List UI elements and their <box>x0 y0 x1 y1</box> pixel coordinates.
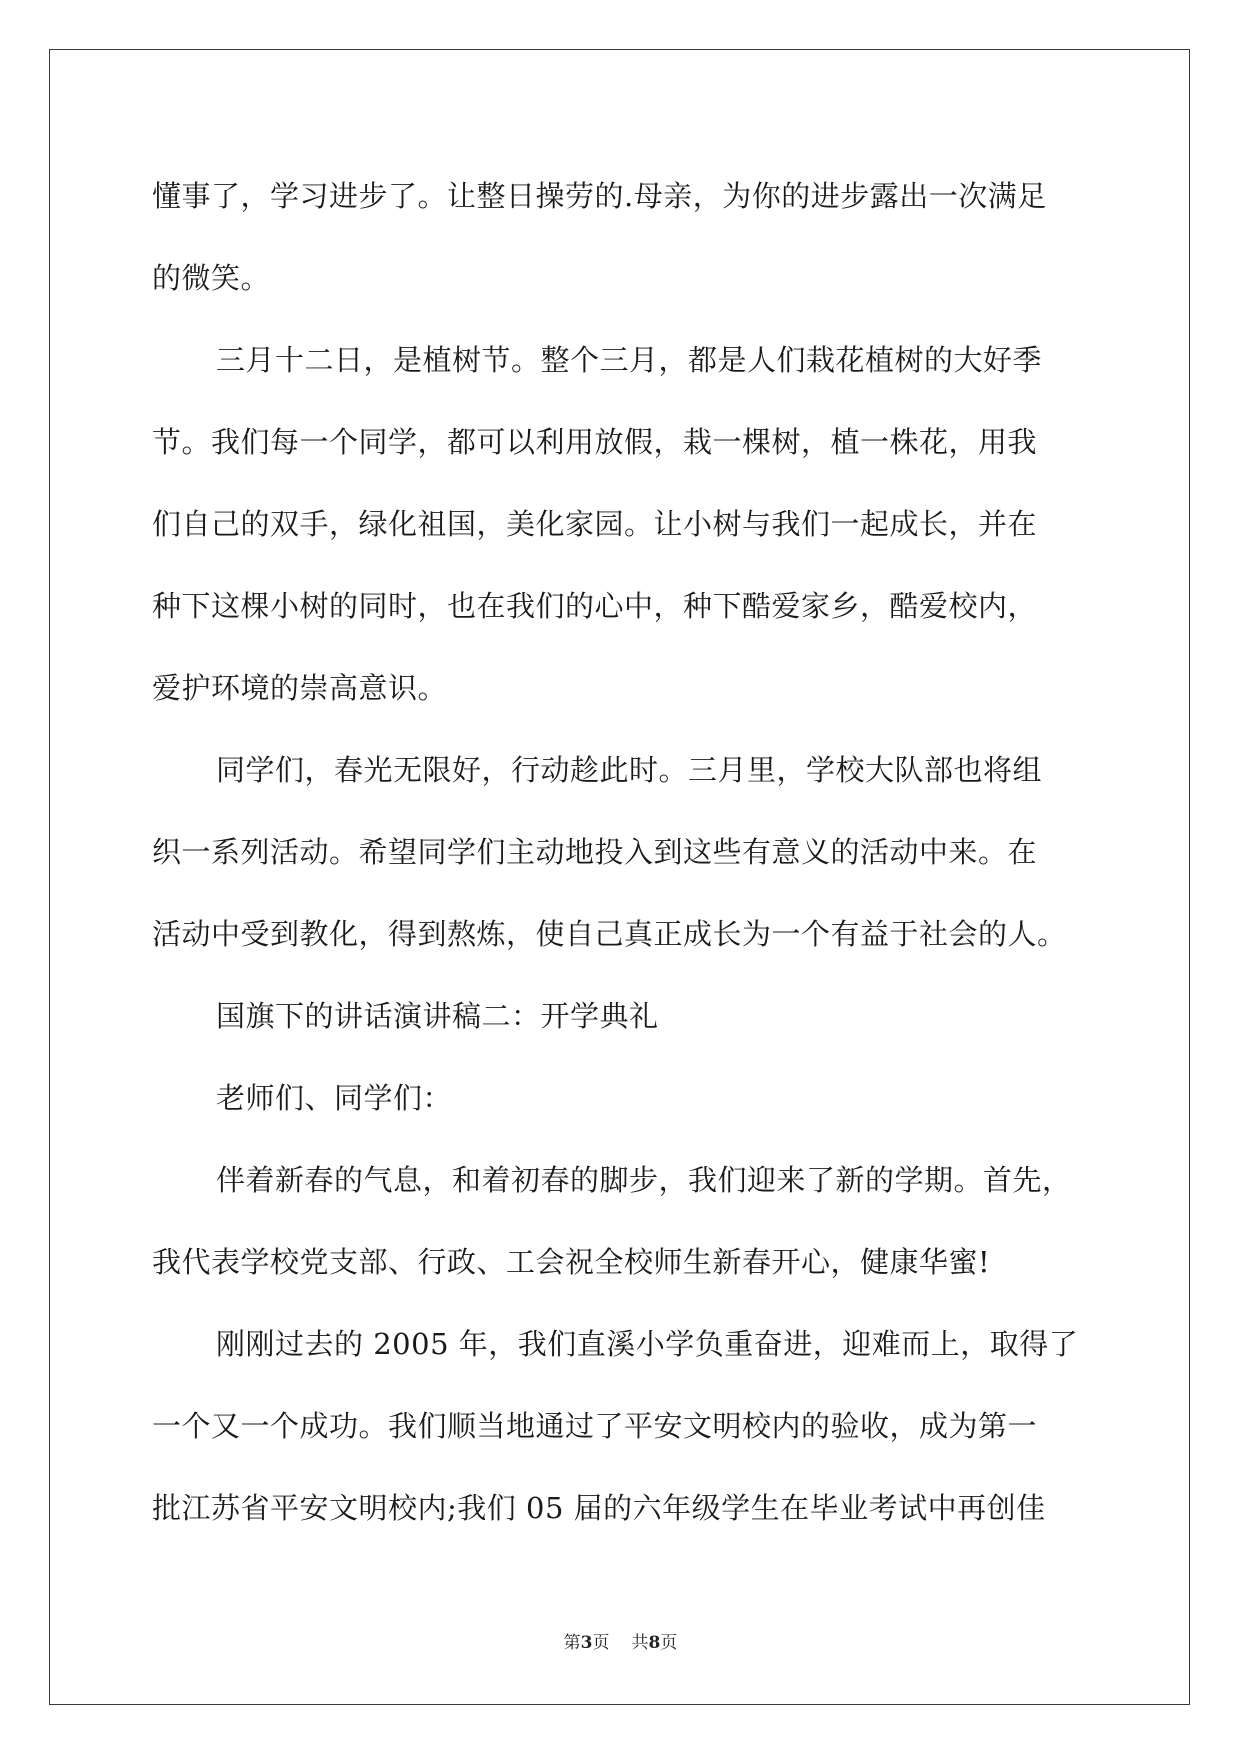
text-line: 爱护环境的崇高意识。 <box>152 671 448 705</box>
salutation: 老师们、同学们： <box>216 1081 453 1115</box>
total-unit: 页 <box>660 1633 678 1653</box>
text-line: 同学们，春光无限好，行动趁此时。三月里，学校大队部也将组 <box>216 753 1043 787</box>
text-line: 伴着新春的气息，和着初春的脚步，我们迎来了新的学期。首先， <box>216 1163 1072 1197</box>
total-prefix: 共 <box>631 1633 649 1653</box>
text-line: 的微笑。 <box>152 261 271 295</box>
page-number: 3 <box>580 1633 593 1653</box>
text-line: 批江苏省平安文明校内;我们 05 届的六年级学生在毕业考试中再创佳 <box>152 1491 1046 1525</box>
text-line: 三月十二日，是植树节。整个三月，都是人们栽花植树的大好季 <box>216 343 1043 377</box>
document-body <box>152 155 1092 1549</box>
page-total: 8 <box>648 1633 661 1653</box>
text-line: 种下这棵小树的同时，也在我们的心中，种下酷爱家乡，酷爱校内， <box>152 589 1038 623</box>
text-line: 们自己的双手，绿化祖国，美化家园。让小树与我们一起成长，并在 <box>152 507 1038 541</box>
page-prefix: 第 <box>563 1633 581 1653</box>
text-line: 一个又一个成功。我们顺当地通过了平安文明校内的验收，成为第一 <box>152 1409 1038 1443</box>
page-footer <box>0 1628 1241 1653</box>
text-line: 织一系列活动。希望同学们主动地投入到这些有意义的活动中来。在 <box>152 835 1038 869</box>
text-line: 节。我们每一个同学，都可以利用放假，栽一棵树，植一株花，用我 <box>152 425 1038 459</box>
page-unit: 页 <box>592 1633 610 1653</box>
section-heading: 国旗下的讲话演讲稿二：开学典礼 <box>216 999 659 1033</box>
text-line: 刚刚过去的 2005 年，我们直溪小学负重奋进，迎难而上，取得了 <box>216 1327 1079 1361</box>
text-line: 活动中受到教化，得到熬炼，使自己真正成长为一个有益于社会的人。 <box>152 917 1067 951</box>
text-line: 懂事了，学习进步了。让整日操劳的.母亲，为你的进步露出一次满足 <box>152 179 1047 213</box>
text-line: 我代表学校党支部、行政、工会祝全校师生新春开心，健康华蜜! <box>152 1245 991 1279</box>
